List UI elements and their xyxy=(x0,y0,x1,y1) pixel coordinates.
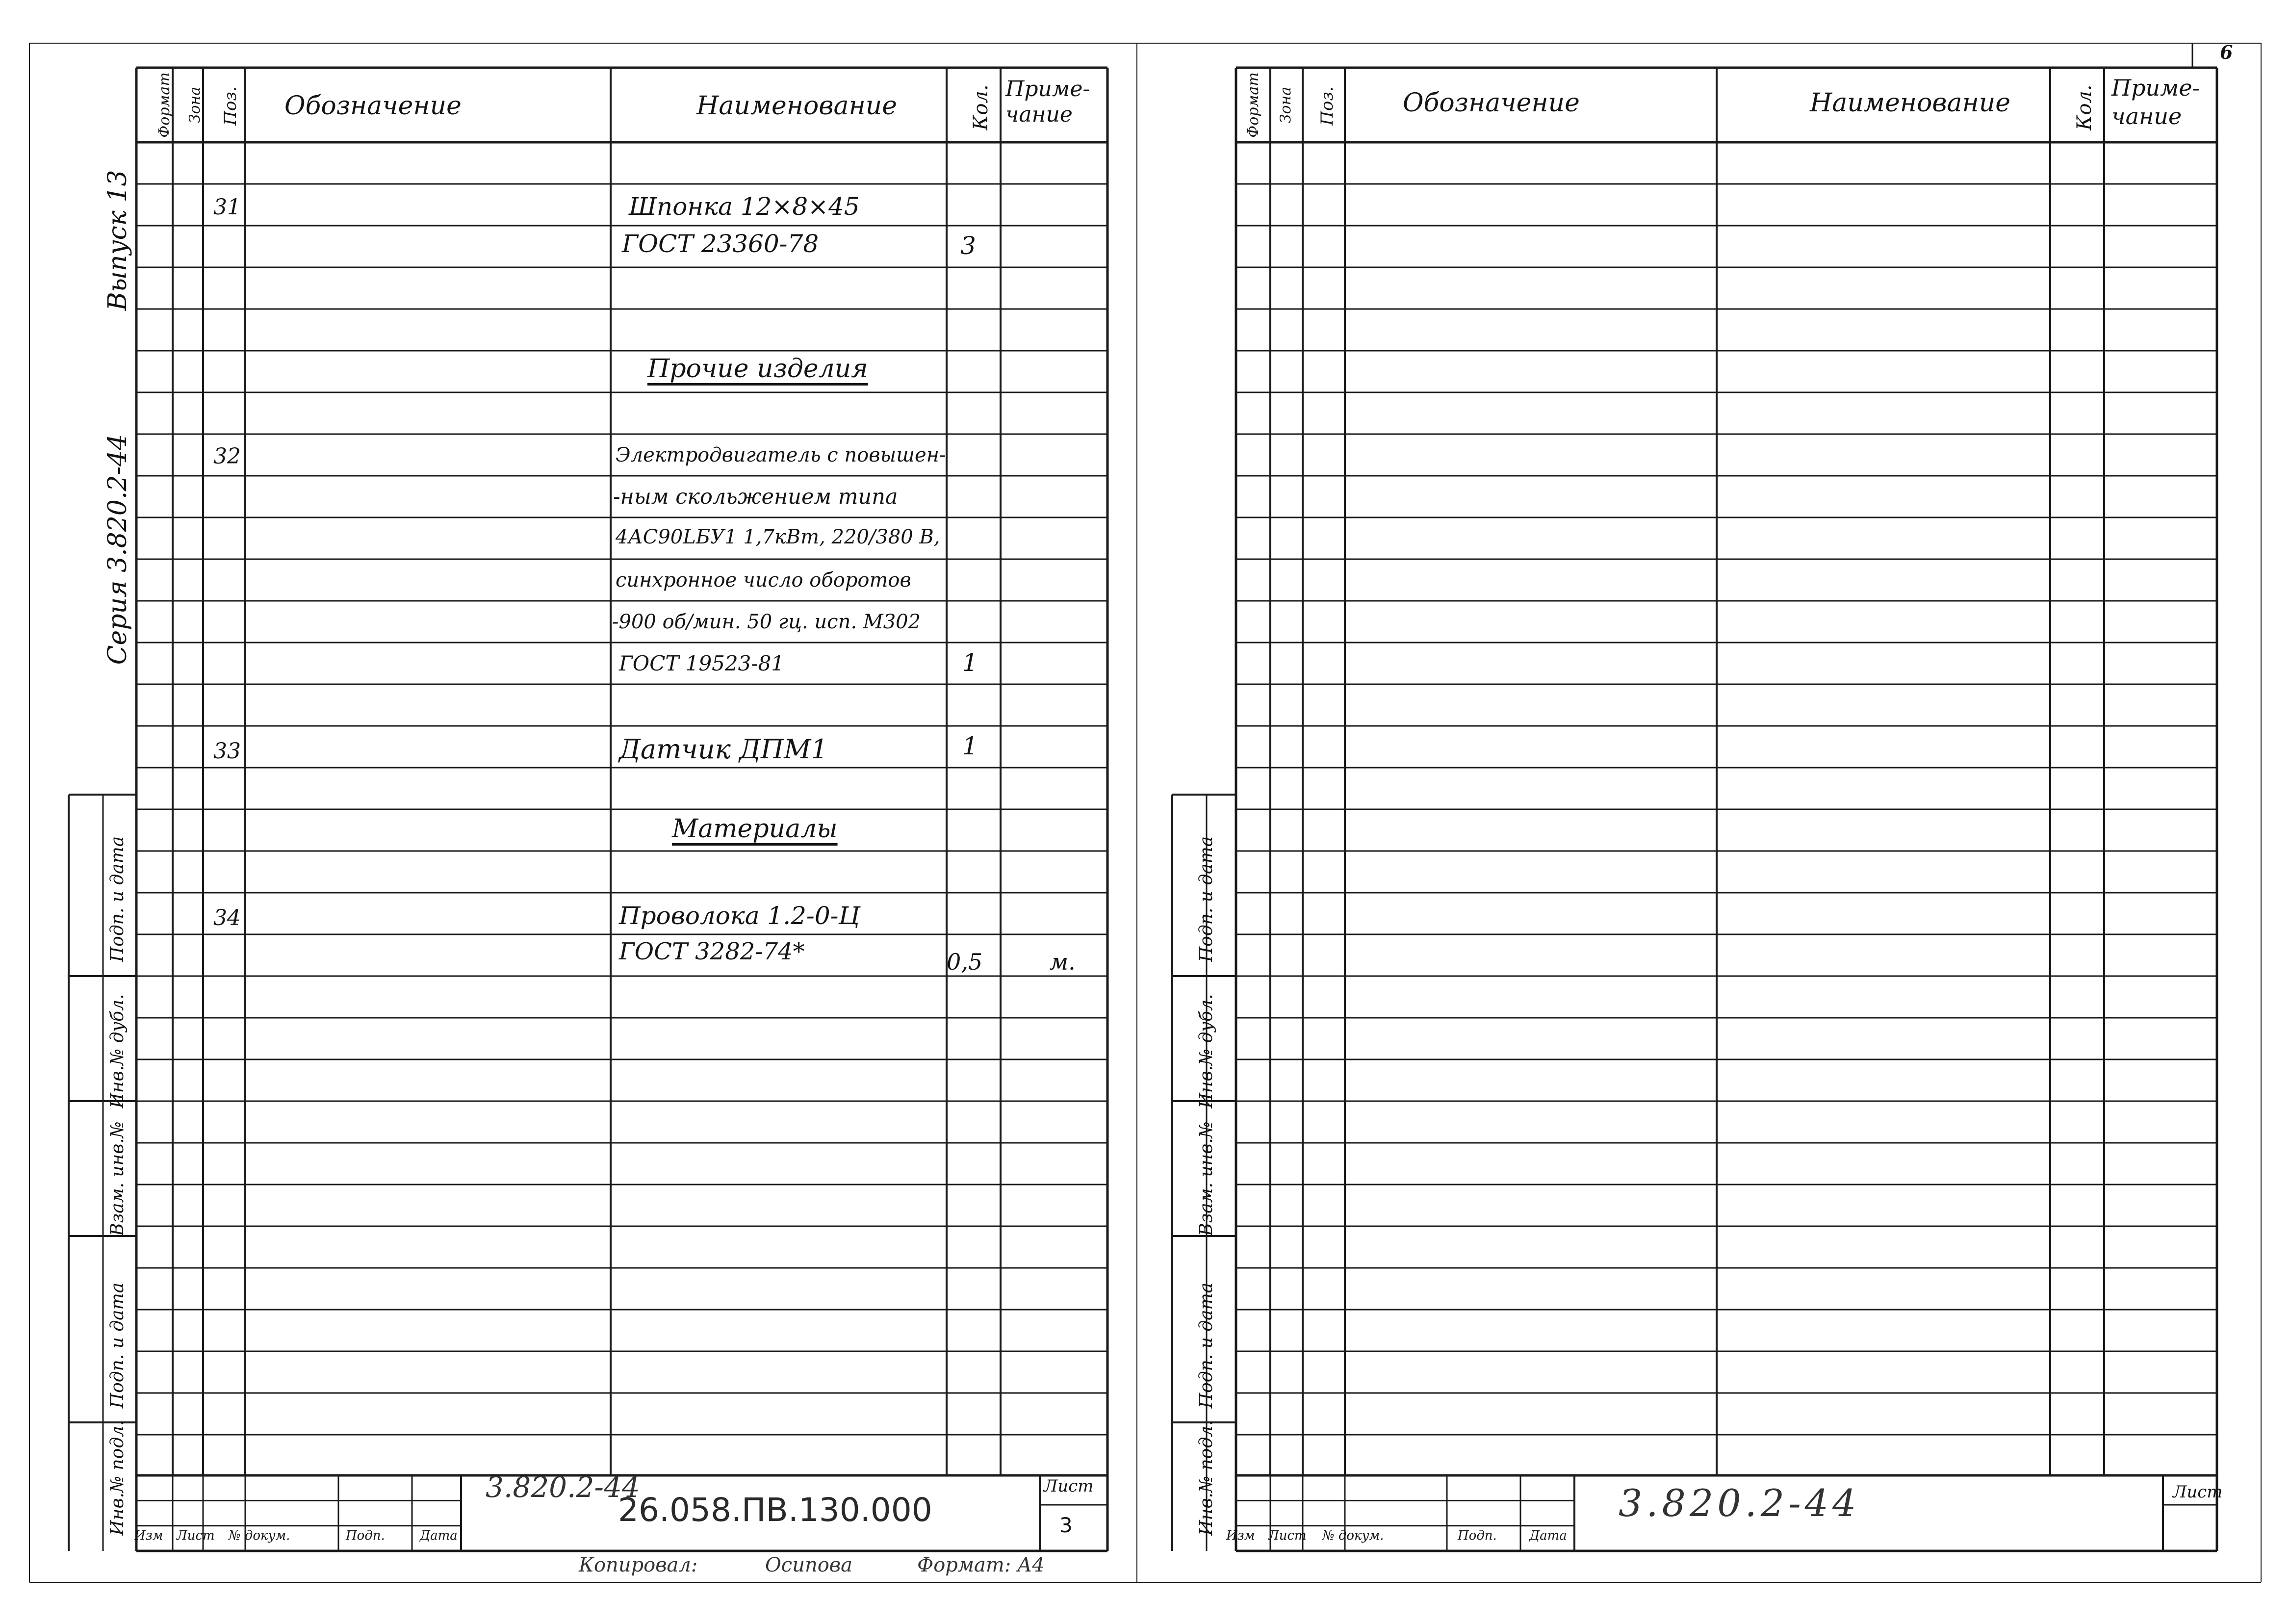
r-vzam-inv-label: Взам. инв.№ xyxy=(1196,1121,1216,1236)
section-heading: Материалы xyxy=(672,814,838,844)
row-name: ГОСТ 3282-74* xyxy=(619,938,805,965)
header-primechanie-1: Приме- xyxy=(1005,77,1090,102)
vzam-inv-label: Взам. инв.№ xyxy=(107,1121,128,1236)
header-primechanie-2: чание xyxy=(1005,102,1073,127)
row-qty: 0,5 xyxy=(947,949,983,975)
row-qty: 3 xyxy=(960,232,976,260)
r-header-format: Формат xyxy=(1245,72,1262,138)
row-poz: 31 xyxy=(213,195,241,220)
kopiroval-name: Осипова xyxy=(765,1554,852,1576)
r-header-primechanie-2: чание xyxy=(2111,103,2182,129)
row-qty: 1 xyxy=(962,732,978,760)
format-label: Формат: А4 xyxy=(917,1554,1045,1576)
kopiroval-label: Копировал: xyxy=(579,1554,698,1576)
row-poz: 34 xyxy=(213,905,241,930)
vypusk-label: Выпуск 13 xyxy=(103,170,132,311)
row-name: 4АС90LБУ1 1,7кВт, 220/380 В, xyxy=(616,526,940,548)
col-ndok: № докум. xyxy=(229,1528,290,1543)
document-code: 26.058.ПВ.130.000 xyxy=(618,1491,932,1529)
row-name: -900 об/мин. 50 гц. исп. М302 xyxy=(612,611,921,633)
r-col-izm: Изм xyxy=(1226,1528,1255,1543)
row-qty: 1 xyxy=(962,648,978,677)
row-name: ГОСТ 23360-78 xyxy=(622,230,819,258)
col-podp: Подп. xyxy=(346,1528,385,1543)
sheet-number: 3 xyxy=(1059,1513,1073,1537)
r-col-list: Лист xyxy=(1268,1528,1307,1543)
r-inv-podl-label: Инв.№ подл. xyxy=(1196,1420,1216,1536)
header-poz: Поз. xyxy=(221,86,240,126)
row-name: Шпонка 12×8×45 xyxy=(629,192,860,221)
header-format: Формат xyxy=(156,72,173,138)
col-data: Дата xyxy=(420,1528,458,1543)
row-poz: 33 xyxy=(213,739,241,764)
seria-label: Серия 3.820.2-44 xyxy=(103,434,132,665)
row-name: -ным скольжением типа xyxy=(613,485,898,509)
sheet-corner-number: 6 xyxy=(2220,41,2233,63)
inv-dubl-label: Инв.№ дубл. xyxy=(107,994,128,1108)
row-poz: 32 xyxy=(213,444,241,469)
row-note: м. xyxy=(1050,949,1076,975)
r-col-data: Дата xyxy=(1529,1528,1567,1543)
header-naimenovanie: Наименование xyxy=(696,91,898,121)
r-sheet-label: Лист xyxy=(2173,1482,2223,1502)
r-header-zona: Зона xyxy=(1277,86,1294,124)
podp-data-top-label: Подп. и дата xyxy=(107,836,128,962)
inv-podl-label: Инв.№ подл. xyxy=(107,1420,128,1536)
r-col-ndok: № докум. xyxy=(1322,1528,1384,1543)
row-name: Датчик ДПМ1 xyxy=(619,734,828,765)
r-header-kol: Кол. xyxy=(2073,84,2096,130)
section-heading: Прочие изделия xyxy=(647,354,868,384)
header-zona: Зона xyxy=(186,86,204,124)
r-podp-data-bottom-label: Подп. и дата xyxy=(1196,1282,1216,1409)
r-header-oboznachenie: Обозначение xyxy=(1403,88,1580,118)
sheet-label: Лист xyxy=(1044,1476,1094,1496)
r-header-primechanie-1: Приме- xyxy=(2111,75,2200,101)
row-name: ГОСТ 19523-81 xyxy=(619,651,784,675)
podp-data-bottom-label: Подп. и дата xyxy=(107,1282,128,1409)
col-izm: Изм xyxy=(134,1528,163,1543)
col-list: Лист xyxy=(177,1528,215,1543)
r-header-poz: Поз. xyxy=(1317,86,1337,126)
row-name: Проволока 1.2-0-Ц xyxy=(619,902,860,930)
series-code: 3.820.2-44 xyxy=(486,1470,640,1504)
r-col-podp: Подп. xyxy=(1458,1528,1497,1543)
r-series-code: 3.820.2-44 xyxy=(1619,1481,1860,1525)
r-header-naimenovanie: Наименование xyxy=(1810,88,2011,118)
r-inv-dubl-label: Инв.№ дубл. xyxy=(1196,994,1216,1108)
header-oboznachenie: Обозначение xyxy=(284,91,462,121)
r-podp-data-top-label: Подп. и дата xyxy=(1196,836,1216,962)
row-name: Электродвигатель с повышен- xyxy=(616,444,946,466)
header-kol: Кол. xyxy=(970,84,992,130)
row-name: синхронное число оборотов xyxy=(616,569,911,592)
